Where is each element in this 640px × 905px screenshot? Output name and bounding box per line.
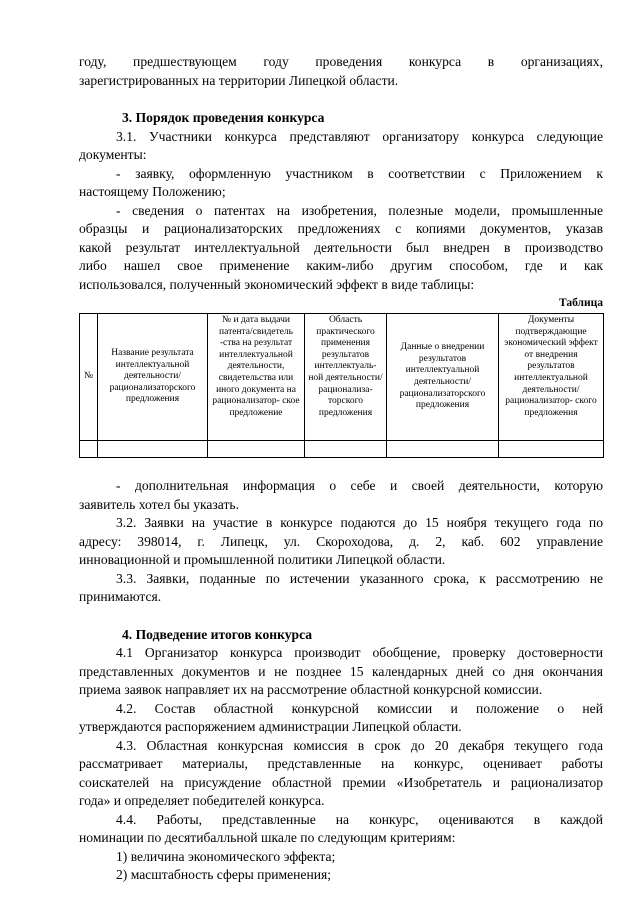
paragraph-line: номинации по десятибалльной шкале по следующим критериям: [79,830,456,845]
table-header-cell: Данные о внедрении результатов интеллектуальной деятельности/ рационализаторского предложения [387,314,499,441]
paragraph-line: 4.2. Состав областной конкурсной комиссии и положение о ней [116,700,603,716]
paragraph-line: соискателей на присуждение областной премии «Изобретатель и рационализатор [79,774,603,790]
table-cell [80,441,98,458]
paragraph-line: настоящему Положению; [79,184,226,199]
paragraph-line: 4.1 Организатор конкурса производит обобщение, проверку достоверности [116,645,603,660]
table-row [80,441,604,458]
table-header-cell: Название результата интеллектуальной деятельности/ рационализаторского предложения [98,314,208,441]
paragraph-line: какой результат интеллектуальной деятельности был внедрен в производство [79,239,603,255]
paragraph-line: представленных документов и не позднее 15 календарных дней со дня окончания [79,663,603,679]
table-header-cell: Область практического применения результатов интеллектуаль- ной деятельности/ рационализа- торского предложения [305,314,387,441]
paragraph-line: 3.3. Заявки, поданные по истечении указанного срока, к рассмотрению не [116,570,603,586]
paragraph-line: утверждаются распоряжением администрации Липецкой области. [79,719,462,734]
list-item: 2) масштабность сферы применения; [116,867,332,882]
paragraph-line: документы: [79,147,147,162]
paragraph-line: либо нашел свое применение каким-либо другим способом, где и как [79,258,603,273]
table-header-cell: № [80,314,98,441]
paragraph-line: года» и определяет победителей конкурса. [79,793,325,808]
paragraph-line: рассматривает материалы, представленные на конкурс, оценивает работы [79,756,603,771]
paragraph-line: инновационной и промышленной политики Липецкой области. [79,552,446,567]
paragraph-line: адресу: 398014, г. Липецк, ул. Скороходова, д. 2, каб. 602 управление [79,533,603,549]
table-caption: Таблица [558,297,603,309]
table-cell [98,441,208,458]
paragraph-line: 4.3. Областная конкурсная комиссия в срок до 20 декабря текущего года [116,737,603,753]
table-header-cell: № и дата выдачи патента/свидетель -ства на результат интеллектуальной деятельности, свидетельства или иного документа на рационализатор- ское предложение [208,314,305,441]
paragraph-line: заявитель хотел бы указать. [79,496,240,512]
paragraph-line: принимаются. [79,589,162,604]
table-header-row [80,314,604,441]
table-cell [499,441,604,458]
paragraph-line: году, предшествующем году проведения конкурса в организациях, [79,54,603,69]
paragraph-line: 3.1. Участники конкурса представляют организатору конкурса следующие [116,128,603,144]
section-heading-3: 3. Порядок проведения конкурса [122,110,325,125]
table-header-cell: Документы подтверждающие экономический эффект от внедрения результатов интеллектуальной деятельности/ рационализатор- ского предложения [499,314,604,441]
paragraph-line: - заявку, оформленную участником в соответствии с Приложением к [116,165,603,181]
table-cell [305,441,387,458]
patents-table [79,313,604,458]
paragraph-line: - сведения о патентах на изобретения, полезные модели, промышленные [116,202,603,218]
table-cell [208,441,305,458]
section-heading-4: 4. Подведение итогов конкурса [122,626,313,642]
document-page [79,53,603,885]
paragraph-line: 3.2. Заявки на участие в конкурсе подаются до 15 ноября текущего года по [116,515,603,530]
paragraph-line: 4.4. Работы, представленные на конкурс, оцениваются в каждой [116,811,603,827]
paragraph-line: приема заявок направляет их на рассмотрение областной конкурсной комиссии. [79,682,543,697]
list-item: 1) величина экономического эффекта; [116,848,336,864]
paragraph-line: использовался, полученный экономический эффект в виде таблицы: [79,276,475,292]
table-cell [387,441,499,458]
paragraph-line: образцы и рационализаторских предложениях с копиями документов, указав [79,221,603,236]
paragraph-line: - дополнительная информация о себе и своей деятельности, которую [116,478,603,493]
paragraph-line: зарегистрированных на территории Липецкой области. [79,72,399,88]
